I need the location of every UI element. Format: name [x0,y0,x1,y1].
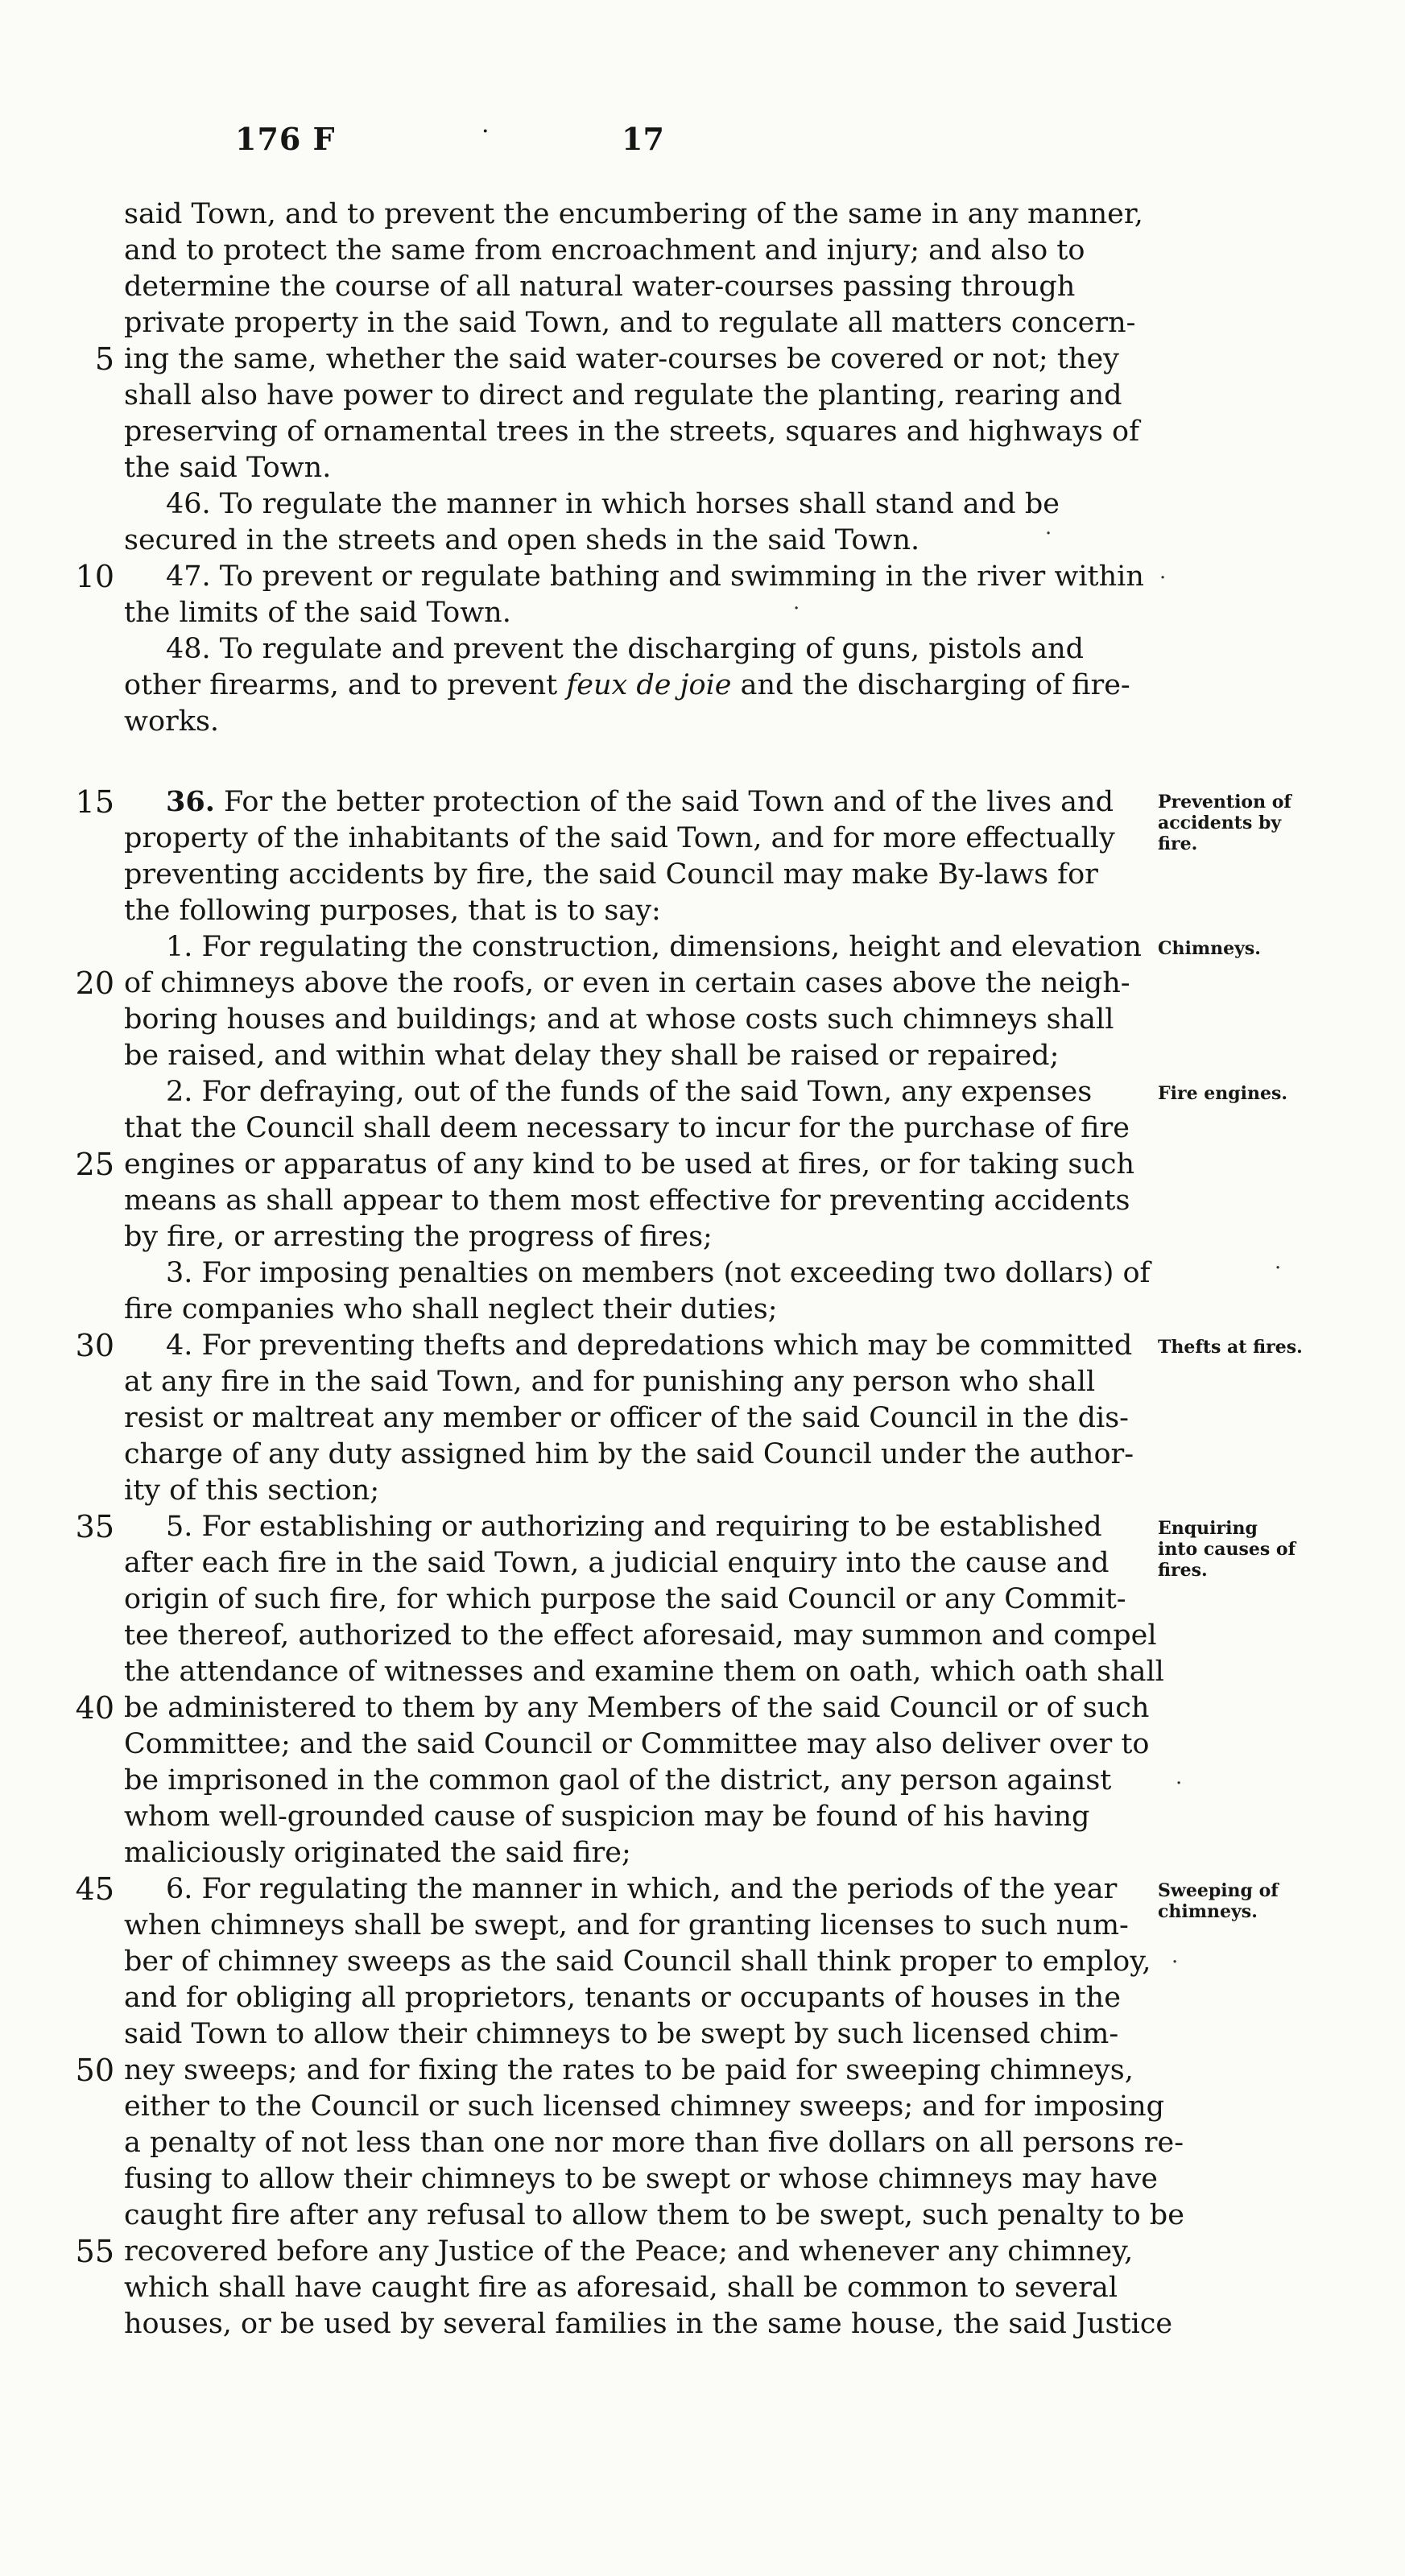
text-line: boring houses and buildings; and at whose costs such chimneys shall [124,1003,1114,1036]
text-line: 46. To regulate the manner in which horses shall stand and be [166,488,1060,520]
text-line: the attendance of witnesses and examine them on oath, which oath shall [124,1656,1164,1688]
line-number: 10 [75,559,114,594]
page-number: 17 [622,121,664,157]
text-line: houses, or be used by several families in the same house, the said Justice [124,2308,1173,2340]
line-number: 25 [75,1147,114,1182]
text-line: other firearms, and to prevent feux de joie and the discharging of fire- [124,669,1130,701]
text-line: the limits of the said Town. [124,597,511,629]
text-line: that the Council shall deem necessary to incur for the purchase of fire [124,1112,1130,1144]
margin-note-thefts: Thefts at fires. [1158,1337,1303,1358]
margin-dot: · [1172,1950,1179,1974]
section-number: 36. [166,785,215,818]
line-number: 45 [75,1871,114,1907]
text-line: when chimneys shall be swept, and for granting licenses to such num- [124,1909,1129,1941]
text-line: the said Town. [124,452,332,484]
text-line: 3. For imposing penalties on members (not exceeding two dollars) of [166,1257,1151,1289]
text-line: 25 engines or apparatus of any kind to be used at fires, or for taking such [124,1146,1171,1183]
text-line: charge of any duty assigned him by the said Council under the author- [124,1438,1134,1470]
section-start-line: 15 36. For the better protection of the said Town and of the lives and [124,784,1171,821]
line-number: 5 [94,341,114,377]
line-number: 20 [75,965,114,1001]
line-number: 35 [75,1509,114,1544]
text-line: secured in the streets and open sheds in the said Town. [124,524,920,556]
text-line: shall also have power to direct and regulate the planting, rearing and [124,379,1122,411]
text-line: said Town to allow their chimneys to be swept by such licensed chim- [124,2018,1119,2050]
text-line: by fire, or arresting the progress of fires; [124,1221,713,1253]
text-line: 40 be administered to them by any Members of the said Council or of such [124,1689,1171,1726]
margin-dot: · [1159,566,1167,590]
text-line: determine the course of all natural water-courses passing through [124,271,1076,303]
text-line: maliciously originated the said fire; [124,1837,631,1869]
line-number: 55 [75,2234,114,2269]
text-line: said Town, and to prevent the encumbering of the same in any manner, [124,198,1143,230]
margin-dot: · [793,597,800,621]
text-line: a penalty of not less than one nor more than five dollars on all persons re- [124,2127,1184,2159]
margin-dot: · [1275,1256,1282,1280]
text-line: either to the Council or such licensed chimney sweeps; and for imposing [124,2090,1165,2123]
italic-phrase: feux de joie [566,669,732,701]
line-number: 40 [75,1690,114,1726]
text-line: 48. To regulate and prevent the discharging of guns, pistols and [166,633,1085,665]
text-line: caught fire after any refusal to allow them to be swept, such penalty to be [124,2199,1184,2231]
margin-dot: · [1045,522,1052,546]
text-line: 20 of chimneys above the roofs, or even in certain cases above the neigh- [124,965,1171,1002]
text-line: the following purposes, that is to say: [124,895,661,927]
margin-note-sweeping: Sweeping of chimneys. [1158,1880,1279,1922]
line-number: 50 [75,2053,114,2088]
text-line: be raised, and within what delay they shall be raised or repaired; [124,1040,1060,1072]
page-label: 176 F [235,121,336,157]
text-line: and to protect the same from encroachment and injury; and also to [124,234,1085,267]
text-line: means as shall appear to them most effective for preventing accidents [124,1185,1130,1217]
text-line: 35 5. For establishing or authorizing and requiring to be established [124,1508,1171,1545]
text-line: private property in the said Town, and to regulate all matters concern- [124,307,1136,339]
text-line: 5 ing the same, whether the said water-courses be covered or not; they [124,341,1171,378]
text-line: be imprisoned in the common gaol of the district, any person against [124,1764,1112,1797]
margin-note-fire-engines: Fire engines. [1158,1083,1287,1104]
text-line: preserving of ornamental trees in the streets, squares and highways of [124,416,1140,448]
text-line: at any fire in the said Town, and for punishing any person who shall [124,1366,1096,1398]
margin-dot: · [1176,1772,1183,1796]
text-line: 1. For regulating the construction, dimensions, height and elevation [166,931,1142,963]
text-line: 55 recovered before any Justice of the Peace; and whenever any chimney, [124,2233,1171,2270]
page-header [0,118,1405,169]
text-line: resist or maltreat any member or officer of the said Council in the dis- [124,1402,1129,1434]
text-line: 30 4. For preventing thefts and depredations which may be committed [124,1327,1171,1364]
text-line: fusing to allow their chimneys to be swept or whose chimneys may have [124,2163,1158,2195]
text-line: preventing accidents by fire, the said Council may make By-laws for [124,858,1098,891]
line-number: 30 [75,1328,114,1363]
text-line: 50 ney sweeps; and for fixing the rates to be paid for sweeping chimneys, [124,2052,1171,2089]
text-line: ity of this section; [124,1474,380,1507]
text-line: after each fire in the said Town, a judicial enquiry into the cause and [124,1547,1110,1579]
margin-note-prevention: Prevention of accidents by fire. [1158,792,1291,854]
text-line: 2. For defraying, out of the funds of the said Town, any expenses [166,1076,1093,1108]
margin-note-chimneys: Chimneys. [1158,938,1261,959]
text-line: tee thereof, authorized to the effect aforesaid, may summon and compel [124,1619,1157,1652]
text-line: 10 47. To prevent or regulate bathing and swimming in the river within [124,558,1171,595]
line-number: 15 [75,784,114,820]
text-line: fire companies who shall neglect their duties; [124,1293,778,1325]
text-line: and for obliging all proprietors, tenants or occupants of houses in the [124,1982,1121,2014]
header-dot: · [481,118,490,146]
text-line: property of the inhabitants of the said Town, and for more effectually [124,822,1115,854]
text-line: Committee; and the said Council or Committee may also deliver over to [124,1728,1150,1760]
text-line: works. [124,705,220,738]
text-line: 45 6. For regulating the manner in which, and the periods of the year [124,1871,1171,1908]
text-line: whom well-grounded cause of suspicion may be found of his having [124,1801,1090,1833]
margin-note-enquiring: Enquiring into causes of fires. [1158,1518,1296,1581]
text-line: origin of such fire, for which purpose the said Council or any Commit- [124,1583,1126,1615]
text-line: ber of chimney sweeps as the said Council shall think proper to employ, [124,1945,1151,1978]
text-line: which shall have caught fire as aforesaid, shall be common to several [124,2272,1118,2304]
